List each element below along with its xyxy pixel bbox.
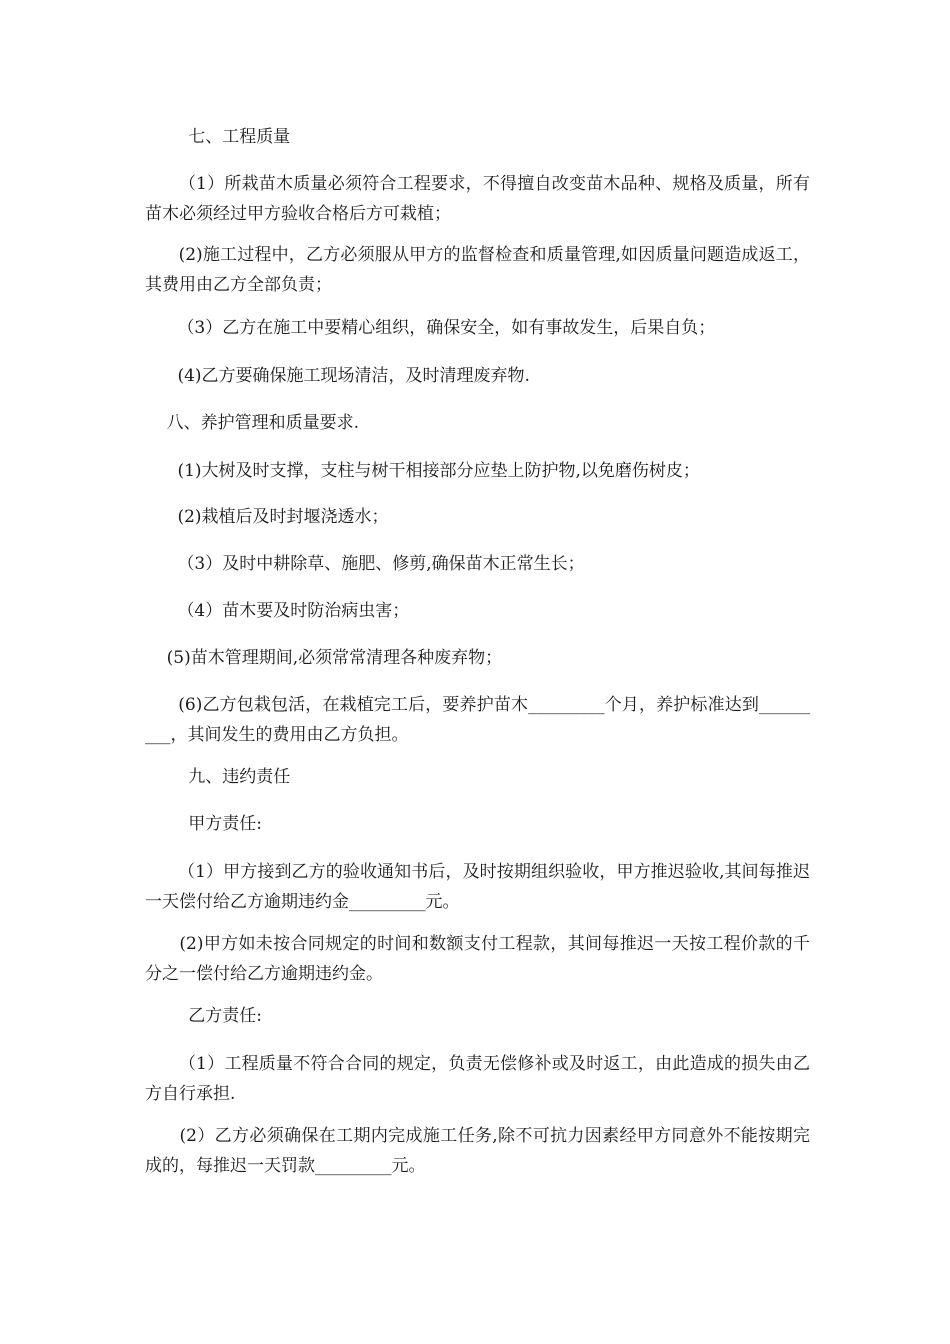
section-heading-maintenance: 八、养护管理和质量要求. [145, 413, 360, 433]
section-heading-liability: 九、违约责任 [145, 767, 291, 787]
paragraph: (1)大树及时支撑，支柱与树干相接部分应垫上防护物,以免磨伤树皮； [145, 461, 700, 481]
section-heading-quality: 七、工程质量 [145, 127, 291, 147]
paragraph: （1）甲方接到乙方的验收通知书后，及时按期组织验收，甲方推迟验收,其间每推迟一天偿付给乙方逾期违约金_________元。 [145, 862, 810, 912]
paragraph: (6)乙方包栽包活，在栽植完工后，要养护苗木_________个月，养护标准达到_________，其间发生的费用由乙方负担。 [145, 695, 810, 745]
paragraph: (2)栽植后及时封堰浇透水； [145, 507, 389, 527]
paragraph: (5)苗木管理期间,必须常常清理各种废弃物； [145, 648, 503, 668]
paragraph: (2)施工过程中，乙方必须服从甲方的监督检查和质量管理,如因质量问题造成返工，其费用由乙方全部负责； [145, 245, 810, 295]
paragraph: （4）苗木要及时防治病虫害； [145, 601, 410, 621]
paragraph: (2)甲方如未按合同规定的时间和数额支付工程款，其间每推迟一天按工程价款的千分之一偿付给乙方逾期违约金。 [145, 934, 810, 984]
subheading-party-b: 乙方责任: [145, 1006, 262, 1026]
paragraph: (2）乙方必须确保在工期内完成施工任务,除不可抗力因素经甲方同意外不能按期完成的，每推迟一天罚款_________元。 [145, 1126, 810, 1176]
paragraph: （3）及时中耕除草、施肥、修剪,确保苗木正常生长； [145, 554, 585, 574]
paragraph: (4)乙方要确保施工现场清洁，及时清理废弃物. [145, 366, 530, 386]
paragraph: （3）乙方在施工中要精心组织，确保安全，如有事故发生，后果自负； [145, 318, 716, 338]
paragraph: （1）所栽苗木质量必须符合工程要求，不得擅自改变苗木品种、规格及质量，所有苗木必须经过甲方验收合格后方可栽植； [145, 174, 810, 224]
subheading-party-a: 甲方责任: [145, 814, 262, 834]
paragraph: （1）工程质量不符合合同的规定，负责无偿修补或及时返工，由此造成的损失由乙方自行承担. [145, 1054, 810, 1104]
